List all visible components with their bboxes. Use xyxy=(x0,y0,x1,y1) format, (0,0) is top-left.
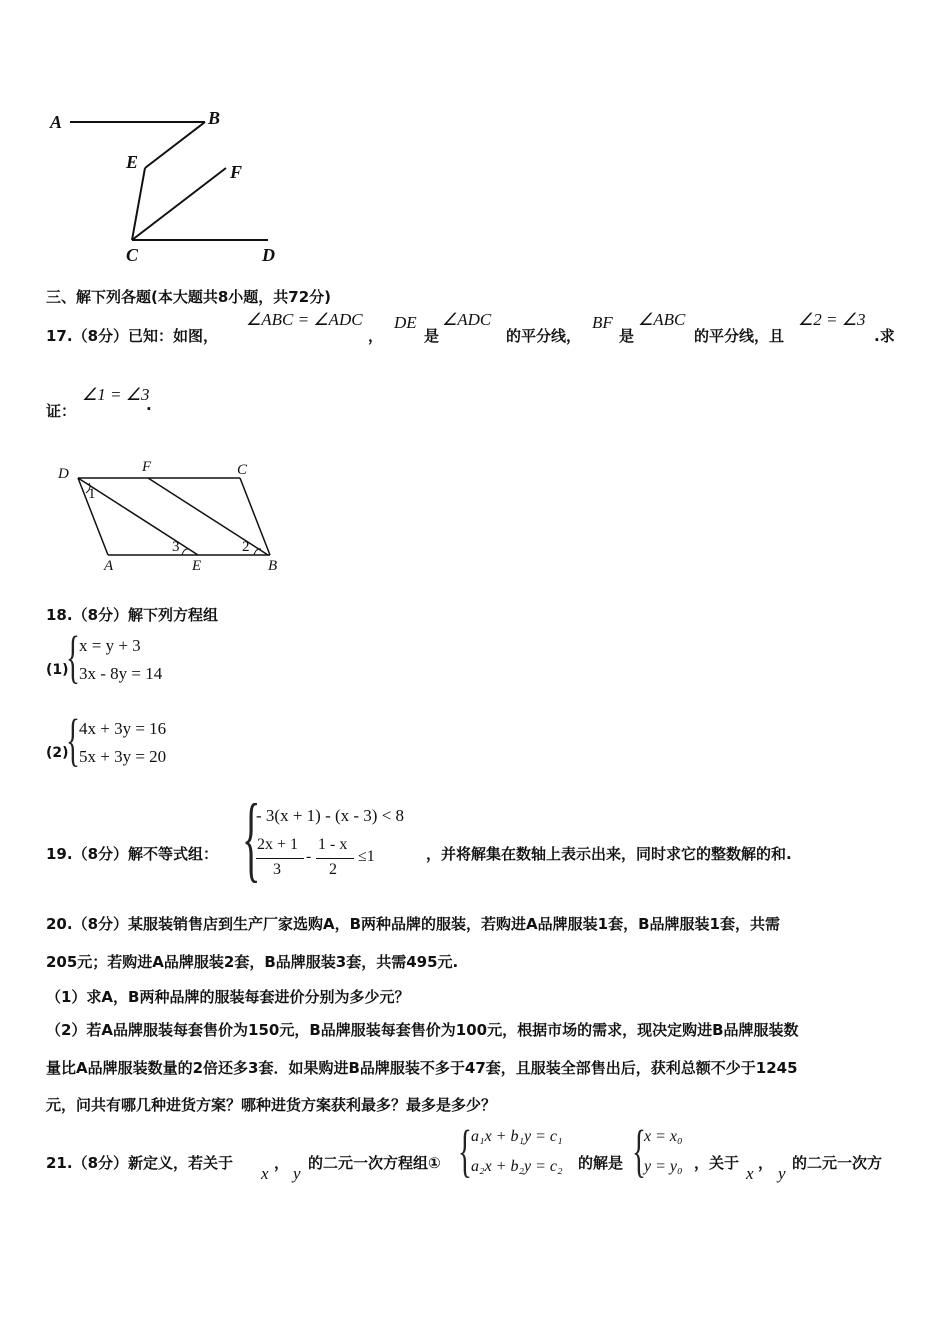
q21-sys-eq1: a₁x + b₁y = c₁ xyxy=(471,1128,563,1145)
q18-p2-eq2: 5x + 3y = 20 xyxy=(79,747,167,766)
fig2-label-c: C xyxy=(237,462,248,478)
q19-inequality-1: - 3(x + 1) - (x - 3) < 8 xyxy=(256,806,405,825)
q18-title: 18.（8分）解下列方程组 xyxy=(46,606,219,624)
fig2-label-a: A xyxy=(104,558,114,574)
q21-var-y: y xyxy=(293,1164,301,1183)
q20-sub-2-line-1: （2）若A品牌服装每套售价为150元，B品牌服装每套售价为100元，根据市场的需求，现决定购进B品牌服装数 xyxy=(46,1021,799,1039)
question-17 xyxy=(46,308,906,418)
q17-condition-2: ∠2 = ∠3 xyxy=(798,310,866,329)
q21-sol-eq1: x = x₀ xyxy=(644,1128,683,1145)
brace-icon: { xyxy=(66,707,80,772)
figure-1 xyxy=(40,100,300,270)
fig2-label-f: F xyxy=(142,459,152,475)
label-a: A xyxy=(50,112,63,132)
fig2-angle-1: 1 xyxy=(88,486,96,502)
q17-shi-1: 是 xyxy=(424,327,440,345)
q21-comma: ， xyxy=(274,1154,290,1172)
brace-icon: { xyxy=(632,1118,646,1183)
section-title: 三、解下列各题(本大题共8小题，共72分) xyxy=(46,288,332,306)
q19-frac1-num: 2x + 1 xyxy=(257,836,299,853)
q21-tail: 的二元一次方 xyxy=(792,1154,883,1172)
q17-shi-2: 是 xyxy=(619,327,635,345)
q17-bisector-2: 的平分线，且 xyxy=(694,327,785,345)
q19-minus: - xyxy=(306,848,312,865)
q17-de: DE xyxy=(394,313,417,332)
fig2-angle-3: 3 xyxy=(172,539,180,555)
q17-comma: ， xyxy=(368,327,384,345)
q17-qiu: .求 xyxy=(874,327,895,345)
q18-p1-eq2: 3x - 8y = 14 xyxy=(79,664,163,683)
q18-system-1 xyxy=(46,624,246,694)
q21-comma-2: ， xyxy=(758,1154,774,1172)
q19-frac2-num: 1 - x xyxy=(318,836,348,853)
q20-sub-2-line-2: 量比A品牌服装数量的2倍还多3套．如果购进B品牌服装不多于47套，且服装全部售出后，获利总额不少于1245 xyxy=(46,1059,798,1077)
q19-frac2-den: 2 xyxy=(329,861,337,878)
label-e: E xyxy=(126,152,139,172)
brace-icon: { xyxy=(458,1118,472,1183)
fig2-angle-2: 2 xyxy=(242,539,250,555)
q18-system-2 xyxy=(46,707,246,777)
q21-var-x: x xyxy=(261,1164,269,1183)
q19-tail: ，并将解集在数轴上表示出来，同时求它的整数解的和. xyxy=(426,845,792,863)
q18-p2-eq1: 4x + 3y = 16 xyxy=(79,719,167,738)
q20-sub-2-line-3: 元，问共有哪几种进货方案？哪种进货方案获利最多？最多是多少？ xyxy=(46,1096,497,1114)
figure-1-lines xyxy=(40,100,300,270)
q21-solution-lead: 的解是 xyxy=(578,1154,624,1172)
q18-p2-label: (2) xyxy=(46,745,69,761)
q17-dot: . xyxy=(146,396,152,414)
question-20 xyxy=(46,913,906,1113)
figure-2-lines xyxy=(50,458,290,578)
q20-line-1: 20.（8分）某服装销售店到生产厂家选购A，B两种品牌的服装，若购进A品牌服装1套，B品牌服装1套，共需 xyxy=(46,915,780,933)
q17-goal: ∠1 = ∠3 xyxy=(82,385,150,404)
question-19 xyxy=(46,784,906,891)
fraction-bar xyxy=(256,858,304,859)
brace-icon: { xyxy=(66,624,80,689)
figure-2 xyxy=(50,458,290,578)
q21-var-y-2: y xyxy=(778,1164,786,1183)
q18-p1-label: (1) xyxy=(46,662,69,678)
fig2-label-b: B xyxy=(268,558,278,574)
q17-number: 17.（8分）已知：如图， xyxy=(46,327,219,345)
question-21 xyxy=(46,1118,906,1192)
q18-p1-eq1: x = y + 3 xyxy=(79,636,141,655)
fig2-label-e: E xyxy=(192,558,202,574)
q17-angle-abc: ∠ABC xyxy=(638,310,686,329)
q20-sub-1: （1）求A，B两种品牌的服装每套进价分别为多少元？ xyxy=(46,988,410,1006)
label-d: D xyxy=(262,245,275,265)
q17-condition-1: ∠ABC = ∠ADC xyxy=(246,310,363,329)
q21-var-x-2: x xyxy=(746,1164,754,1183)
label-b: B xyxy=(208,108,221,128)
q21-sys-eq2: a₂x + b₂y = c₂ xyxy=(471,1158,563,1175)
q19-number: 19.（8分）解不等式组： xyxy=(46,845,219,863)
q17-bf: BF xyxy=(592,313,613,332)
q17-bisector-1: 的平分线， xyxy=(506,327,582,345)
q21-mid: 的二元一次方程组① xyxy=(308,1154,441,1172)
q20-line-2: 205元；若购进A品牌服装2套，B品牌服装3套，共需495元. xyxy=(46,953,459,971)
q19-le: ≤1 xyxy=(358,848,375,865)
label-f: F xyxy=(230,162,243,182)
label-c: C xyxy=(126,245,139,265)
q21-guanyu: ，关于 xyxy=(694,1154,740,1172)
q17-angle-adc: ∠ADC xyxy=(442,310,492,329)
q21-number: 21.（8分）新定义，若关于 xyxy=(46,1154,234,1172)
q21-sol-eq2: y = y₀ xyxy=(644,1158,683,1175)
brace-icon: { xyxy=(242,784,261,891)
fig2-label-d: D xyxy=(58,466,69,482)
q17-prove: 证： xyxy=(46,402,77,420)
fraction-bar xyxy=(316,858,354,859)
q19-frac1-den: 3 xyxy=(273,861,281,878)
